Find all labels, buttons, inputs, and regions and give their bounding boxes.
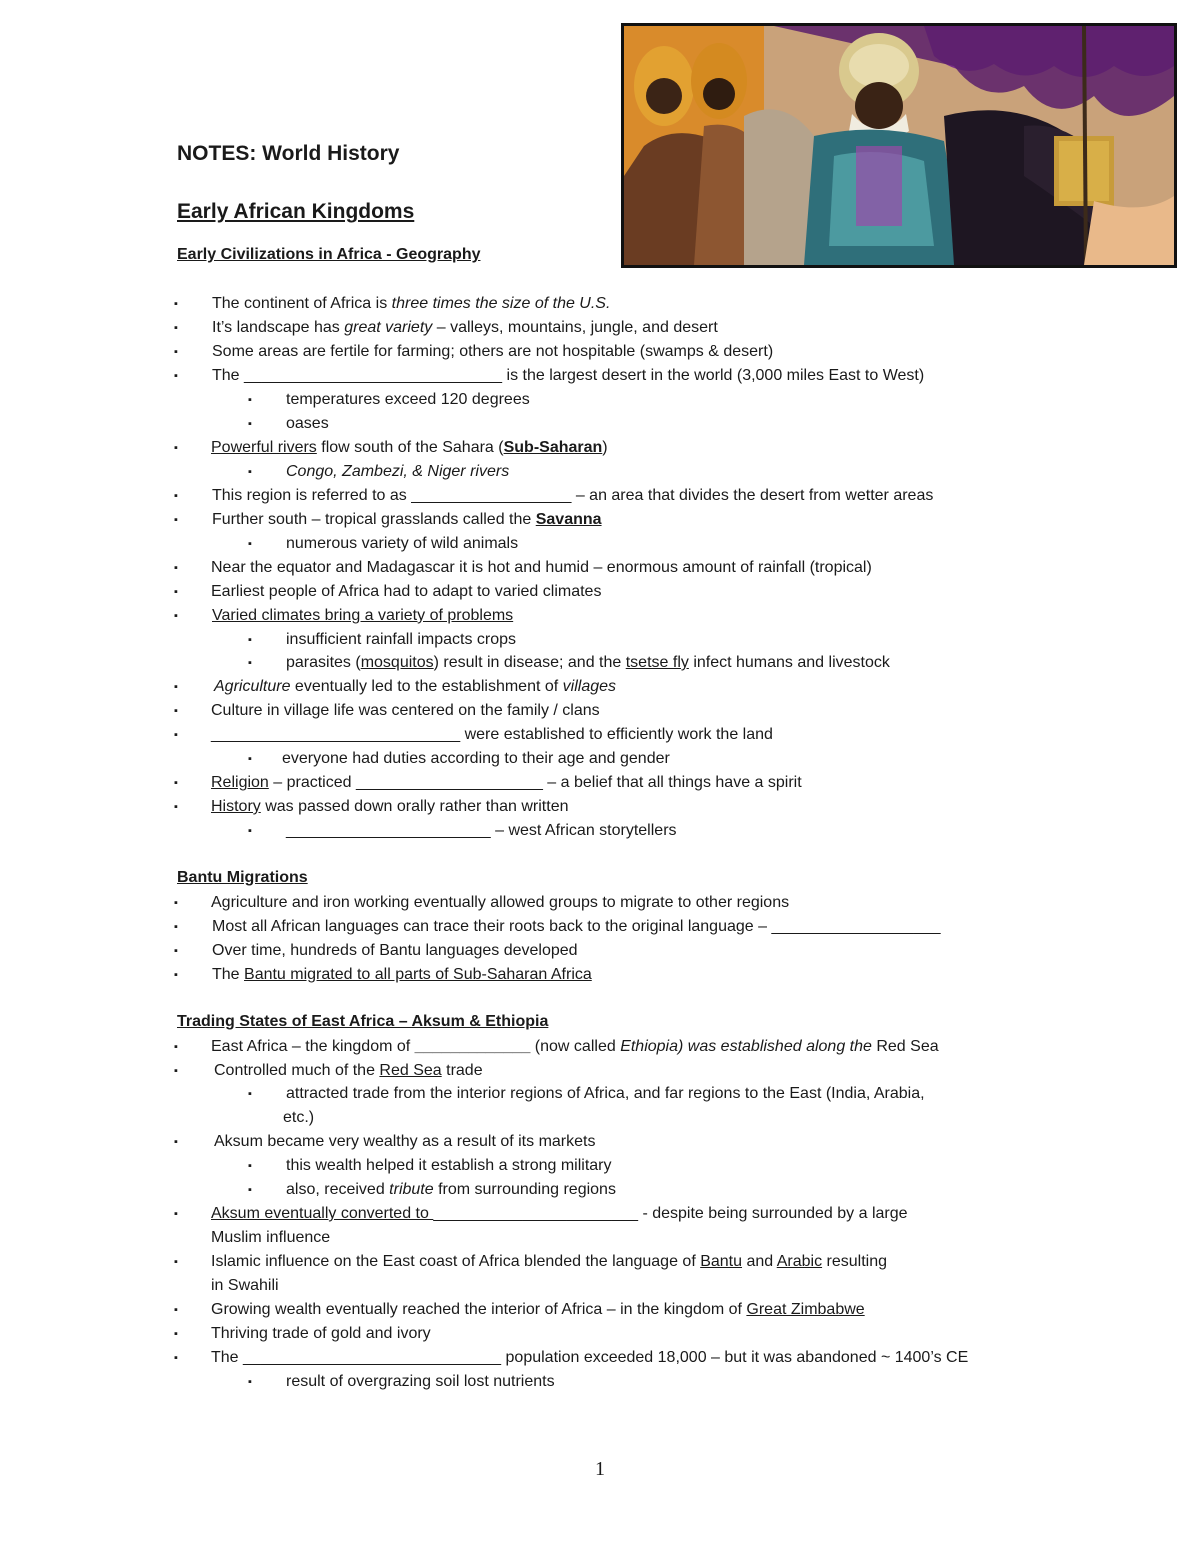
fill-in-blank[interactable]: _______________________: [433, 1205, 639, 1222]
bullet-icon: ▪: [174, 1208, 178, 1220]
bullet-icon: ▪: [174, 1256, 178, 1268]
bullet-icon: ▪: [174, 1065, 178, 1077]
bullet-icon: ▪: [248, 753, 252, 765]
list-item-continuation: Muslim influence: [211, 1229, 331, 1246]
bullet-icon: ▪: [174, 442, 178, 454]
section-title-east-africa: Trading States of East Africa – Aksum & Ethiopia: [177, 1013, 549, 1030]
bullet-icon: ▪: [174, 610, 178, 622]
bullet-icon: ▪: [174, 1352, 178, 1364]
bullet-icon: ▪: [248, 825, 252, 837]
page-number: 1: [595, 1458, 605, 1480]
unit-title: Early African Kingdoms: [177, 200, 415, 223]
bullet-icon: ▪: [174, 1136, 178, 1148]
bullet-icon: ▪: [248, 657, 252, 669]
notes-title: NOTES: World History: [177, 142, 400, 165]
bullet-icon: ▪: [174, 1041, 178, 1053]
bullet-icon: ▪: [174, 921, 178, 933]
bullet-icon: ▪: [174, 346, 178, 358]
fill-in-blank[interactable]: _____________________________: [243, 1349, 502, 1366]
section-title-geography: Early Civilizations in Africa - Geography: [177, 246, 481, 263]
list-item-continuation: etc.): [283, 1109, 315, 1126]
fill-in-blank[interactable]: _____________________: [355, 774, 543, 791]
fill-in-blank[interactable]: ____________________________: [211, 726, 461, 743]
bullet-icon: ▪: [174, 514, 178, 526]
mansa-musa-caravan-illustration: [624, 26, 1174, 265]
fill-in-blank[interactable]: _______________________: [286, 822, 491, 839]
bullet-icon: ▪: [174, 370, 178, 382]
bullet-icon: ▪: [174, 681, 178, 693]
bullet-icon: ▪: [174, 298, 178, 310]
bullet-icon: ▪: [174, 969, 178, 981]
bullet-icon: ▪: [248, 1088, 252, 1100]
bullet-icon: ▪: [248, 394, 252, 406]
bullet-icon: ▪: [174, 777, 178, 789]
bullet-icon: ▪: [174, 562, 178, 574]
bullet-icon: ▪: [174, 801, 178, 813]
fill-in-blank[interactable]: __________________: [411, 487, 572, 504]
bullet-icon: ▪: [248, 1160, 252, 1172]
section-title-bantu: Bantu Migrations: [177, 869, 308, 886]
fill-in-blank[interactable]: _____________________________: [244, 367, 503, 384]
fill-in-blank[interactable]: ___________________: [771, 918, 941, 935]
list-item-continuation: in Swahili: [211, 1277, 279, 1294]
bullet-icon: ▪: [248, 466, 252, 478]
bullet-icon: ▪: [174, 1304, 178, 1316]
bullet-icon: ▪: [174, 945, 178, 957]
bullet-icon: ▪: [174, 586, 178, 598]
bullet-icon: ▪: [248, 1376, 252, 1388]
bullet-icon: ▪: [174, 490, 178, 502]
bullet-icon: ▪: [174, 322, 178, 334]
bullet-icon: ▪: [248, 538, 252, 550]
fill-in-blank[interactable]: _____________: [414, 1038, 531, 1055]
bullet-icon: ▪: [248, 418, 252, 430]
bullet-icon: ▪: [174, 705, 178, 717]
bullet-icon: ▪: [248, 634, 252, 646]
bullet-icon: ▪: [248, 1184, 252, 1196]
bullet-icon: ▪: [174, 729, 178, 741]
bullet-icon: ▪: [174, 897, 178, 909]
bullet-icon: ▪: [174, 1328, 178, 1340]
mansa-musa-illustration: [621, 23, 1177, 268]
